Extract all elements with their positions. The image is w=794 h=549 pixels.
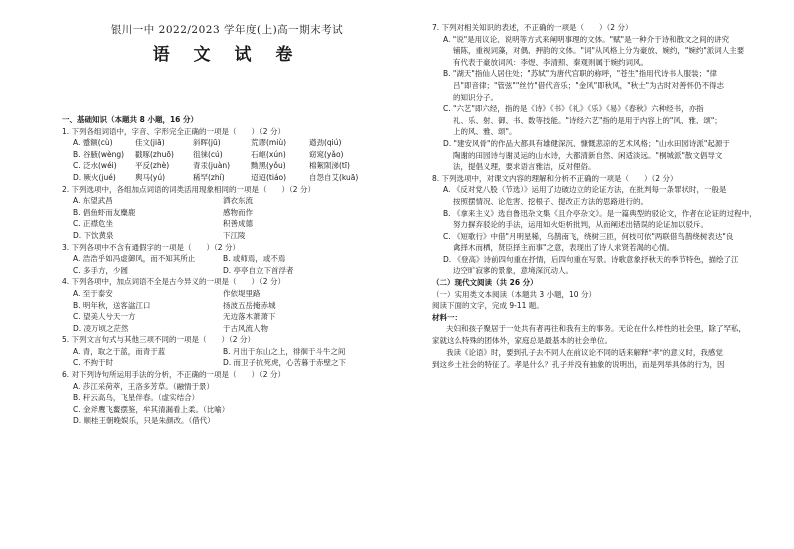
q2-option-c: C. 正襟危坐 积善成德 bbox=[73, 219, 253, 229]
passage-line-4: 到这乡土社会的特征了。孝是什么？孔子并没有抽象的说明出，而是列举具体的行为，因 bbox=[432, 360, 725, 370]
q8-option-d-line2: 边空旷寂寥的景象，意境深沉动人。 bbox=[453, 266, 573, 276]
section-modern-reading: （二）现代文阅读（共 26 分） bbox=[432, 278, 538, 288]
q7-option-a: A. "说"是用议论、说明等方式来阐明事理的文体。"赋"是一种介于诗和散文之间的讲究 bbox=[443, 34, 730, 44]
q6-option-c: C. 金斧鹰飞鳌摆鉴，牟其清漏看上柔。（比喻） bbox=[73, 404, 230, 414]
q7-option-a-line2: 铺陈，重视词藻，对偶、押韵的文体。"词"从风格上分为豪放、婉约，"婉约"派词人主要 bbox=[453, 46, 745, 56]
q4-option-b: B. 明年秋，送客湓江口 扬波五岳掩赤城 bbox=[73, 300, 276, 310]
question-3-stem: 3. 下列各项中不含有通假字的一项是（ ）（2 分） bbox=[62, 242, 240, 252]
q7-option-d-line2: 陶谢的田园诗与谢灵运的山水诗，大都清新自然、闲适淡远。"桐城派"散文倡导文 bbox=[453, 150, 723, 160]
q4-option-d: D. 凌万顷之茫然 于古风流人物 bbox=[73, 323, 268, 333]
question-7-stem: 7. 下列对相关知识的表述，不正确的一项是（ ）（2 分） bbox=[432, 23, 633, 32]
passage-line-3: 我读《论语》时，要到孔子去不同人在前议论不同的话来解释"孝"的意义时，我感觉 bbox=[446, 348, 723, 358]
school-title: 银川一中 2022/2023 学年度(上)高一期末考试 bbox=[110, 24, 344, 36]
material-one-label: 材料一： bbox=[432, 312, 462, 322]
q8-option-c-line2: 禽择木而栖，贤臣择主而事"之意，表现出了诗人求贤若渴的心情。 bbox=[453, 243, 674, 253]
question-1-stem: 1. 下列各组词语中，字音、字形完全正确的一项是（ ）（2 分） bbox=[62, 126, 285, 136]
question-6-stem: 6. 对下列诗句所运用手法的分析，不正确的一项是（ ）（2 分） bbox=[62, 370, 285, 380]
exam-title: 语 文 试 卷 bbox=[152, 45, 302, 65]
q6-option-a: A. 莎江采荷萃，王洛多芳草。（融情于景） bbox=[73, 381, 215, 391]
question-4-stem: 4. 下列各项中，加点词语不全是古今异义的一项是（ ）（2 分） bbox=[62, 277, 285, 287]
subsection-practical-text: （一）实用类文本阅读（本题共 3 小题，10 分） bbox=[432, 289, 596, 299]
q1-option-d: D. 厥火(jué) 舆马(yú) 稀罕(zhí) 迢迢(tiáo) 自怨自艾(kuā) bbox=[73, 172, 359, 182]
q8-option-c: C. 《短歌行》中借"月明星稀，乌鹊南飞，绕树三匝，何枝可依"两联借鸟鹊绕树表达"良 bbox=[443, 231, 734, 241]
q2-option-b: B. 倡鱼虾而友麋鹿 感物而作 bbox=[73, 207, 253, 217]
q4-option-a: A. 至于泰安 作依堤里路 bbox=[73, 288, 261, 298]
q7-option-c-line2: 礼、乐、射、御、书、数等技能。"诗经六艺"指的是用于内容上的"风、雅、颂"； bbox=[453, 115, 722, 125]
q2-option-a: A. 东望武昌 洒衣东流 bbox=[73, 196, 253, 206]
q7-option-b-line2: 吕"即音律；"管弦""丝竹"借代音乐；"金风"即秋风，"秋士"为古时对善怀仍不得志 bbox=[453, 80, 725, 90]
question-5-stem: 5. 下列文言句式与其他三项不同的一项是（ ）（2 分） bbox=[62, 335, 255, 345]
q8-option-d: D. 《登高》诗前四句重在抒情，后四句重在写景。诗歌意象抒秋天的季节特色，描绘了江 bbox=[443, 254, 739, 264]
question-2-stem: 2. 下列选项中，各组加点词语的词类活用现象相同的一项是（ ）（2 分） bbox=[62, 184, 315, 194]
passage-line-1: 夫妇和孩子聚居于一处共有者再往和我有主的事务。无论在什么样性的社会里，除了罕私， bbox=[446, 324, 746, 334]
right-column bbox=[432, 22, 762, 371]
q2-option-d: D. 下饮黄泉 下江陵 bbox=[73, 230, 246, 240]
q8-option-b: B. 《拿来主义》选自鲁迅杂文集《且介亭杂文》。是一篇典型的驳论文，作者在论证的过程中， bbox=[443, 208, 757, 218]
q6-option-b: B. 秆云高乌，飞星伴春。（虚实结合） bbox=[73, 393, 200, 403]
q1-option-b: B. 谷腋(wèng) 戳啄(zhuō) 徂徕(cú) 石岖(xún) 窈窕(yǎo) bbox=[73, 149, 344, 159]
q7-option-c-line3: 上的风、雅、颂"。 bbox=[453, 127, 517, 137]
q3-options-ab: A. 浩浩乎如冯虚御风，而不知其所止 B. 或师焉，或不焉 bbox=[73, 254, 286, 264]
section-basic-knowledge: 一、基础知识（本题共 8 小题，16 分） bbox=[62, 115, 198, 124]
q1-option-a: A. 蹙额(cù) 佳文(jiā) 斜晖(jū) 荒谬(miù) 遒劲(qiú) bbox=[73, 138, 342, 148]
q7-option-a-line3: 有代表于豪放词风：李煜、李清照、秦观则属于婉约词风。 bbox=[453, 57, 648, 67]
q8-option-a: A. 《反对党八股（节选）》运用了边破边立的论证方法，在批判每一条罪状时，一般是 bbox=[443, 185, 727, 195]
left-column bbox=[62, 114, 392, 427]
q5-options-cd: C. 不拘于时 D. 而卫子抗死虎，心苦暮于赤壁之下 bbox=[73, 358, 347, 368]
q8-option-b-line2: 努力摒弃驳论的手法，运用如火炬析批判，从而阐述出错误的论证加以驳斥。 bbox=[453, 220, 708, 230]
q5-options-ab: A. 青，取之于蓝，而青于蓝 B. 月出于东山之上，徘徊于斗牛之间 bbox=[73, 346, 346, 356]
q7-option-b: B. "湖天"指仙人居住处；"苏轼"为唐代官职的称呼，"苍生"指用代诗书人服装；"律 bbox=[443, 69, 718, 79]
q1-option-c: C. 泛水(wéi) 平反(zhè) 青汞(juàn) 黝黑(yǒu) 棉絮陨涕(tī) bbox=[73, 161, 350, 171]
q4-option-c: C. 望美人兮天一方 无边落木萧萧下 bbox=[73, 312, 276, 322]
reading-instruction: 阅读下面的文字，完成 9-11 题。 bbox=[432, 301, 544, 311]
q3-options-cd: C. 多手方，少圆 D. 亭亭自立下首浮者 bbox=[73, 265, 294, 275]
q7-option-d: D. "建安风骨"的作品大都具有雄健深沉、慷慨悲凉的艺术风格；"山水田园诗派"起源于 bbox=[443, 138, 730, 148]
passage-line-2: 家就这么特殊的团体外，家庭总是最基本的社会单位。 bbox=[432, 336, 612, 346]
question-8-stem: 8. 下列选项中，对课文内容的理解和分析不正确的一项是（ ）（2 分） bbox=[432, 173, 678, 183]
q7-option-b-line3: 的知识分子。 bbox=[453, 92, 498, 102]
q7-option-d-line3: 法，提倡义理，要求语言雅洁，反对俚俗。 bbox=[453, 162, 596, 172]
q6-option-d: D. 顺桂王朝晚娱乐，只是朱颜改。（借代） bbox=[73, 416, 215, 426]
q8-option-a-line2: 按照摆情况、论危害、挖根子、提改正方法的思路进行的。 bbox=[453, 196, 648, 206]
q7-option-c: C. "六艺"即六经，指的是《诗》《书》《礼》《乐》《易》《春秋》六种经书，亦指 bbox=[443, 104, 704, 114]
